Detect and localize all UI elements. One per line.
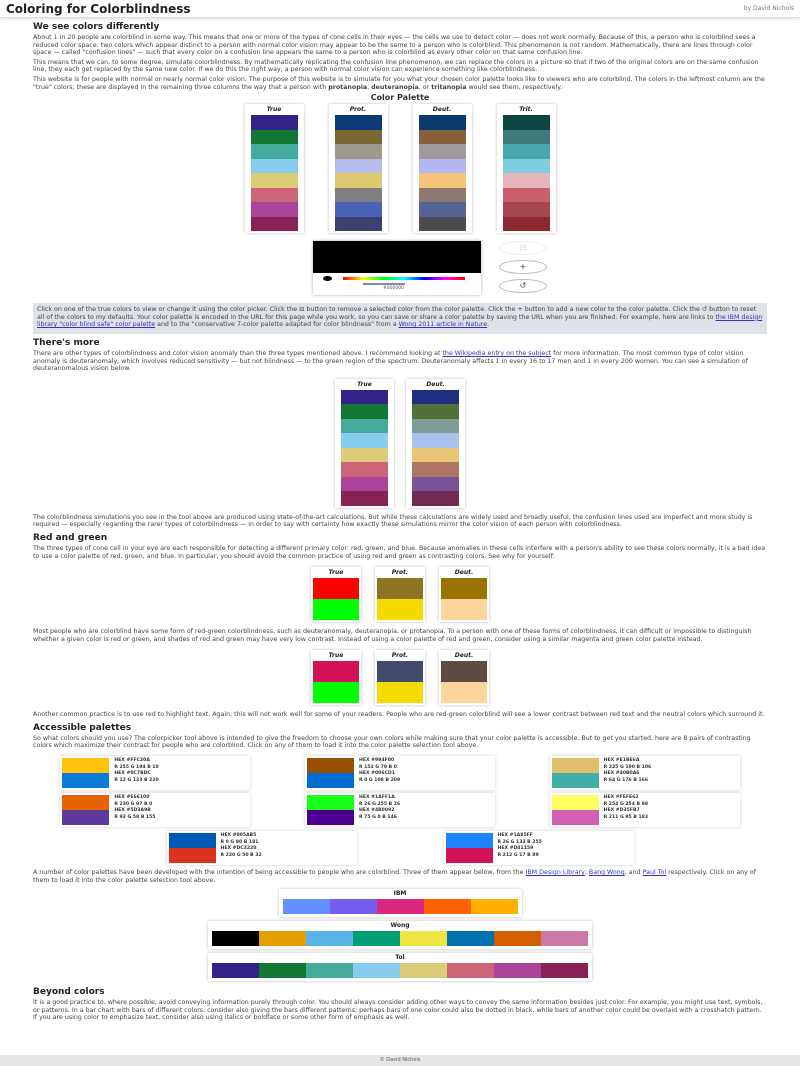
wong-link[interactable]: Bang Wong [588,869,625,877]
color-swatch [494,963,541,978]
intro-paragraph: This means that we can, to some degree, simulate colorblindness. By mathematically replicating the confusion line phenomenon, we can replace the colors in a picture so that if two of the original colors are on the same confusion line, they each get replaced by the same new color. If we do this the right way, a person with normal color vision can experience something like colorblindness. [33,58,759,74]
pair-swatches [307,758,354,788]
color-swatch [335,173,382,188]
color-swatch [283,899,330,914]
color-swatch[interactable] [251,130,298,145]
hex-value: #FEFE62 [615,795,639,801]
pair-swatches [62,795,109,825]
color-swatch [541,963,588,978]
color-preview [323,276,332,281]
color-swatch [377,661,423,682]
palette-label: Wong [390,922,410,930]
hex-value: #FFC20A [126,758,150,764]
hex-label: HEX [114,771,125,777]
minus-icon: ⊟ [519,243,527,253]
hex-value: #D41159 [509,846,534,852]
hex-value: #994F00 [371,758,395,764]
pair-values [216,833,262,863]
hex-label: HEX [358,808,370,814]
rgb-value: R 64 G 176 B 166 [603,777,649,783]
palette-label: IBM [393,890,407,898]
color-swatch [335,144,382,159]
color-swatch[interactable] [251,202,298,217]
palette-strip [212,931,588,946]
rgb-value: R 12 G 123 B 220 [114,777,159,783]
color-swatch[interactable] [313,661,359,682]
color-swatch [419,115,466,130]
section-heading-intro: We see colors differently [33,22,160,32]
color-swatch [307,773,354,788]
hex-line [359,771,400,778]
hex-value: #E1BE6A [615,758,640,764]
color-swatch [494,931,541,946]
color-swatch [412,433,459,448]
color-palette-tool [33,93,767,295]
color-pair-card[interactable] [444,831,634,865]
wong-article-link[interactable]: Wong 2011 article in Nature [398,321,488,329]
pair-swatches [307,795,354,825]
color-swatch [377,899,424,914]
palette-column [497,104,556,233]
more-paragraph: There are other types of colorblindness and color vision anomaly than the three types mentioned above. I recommend looking at the Wikipedia entry on the subject for more information. The most common type of color vision anomaly is deuteranomaly, which involves reduced sensitivity — but not blindness — to the green region of the spectrum. Deuteranomaly affects 1 in every 16 to 17 men and 1 in every 200 women. You can see a simulation of deuteranomalous vision below. [33,349,748,373]
palette-title: Color Palette [370,93,430,103]
column-label: True [357,380,372,388]
color-swatch [419,202,466,217]
color-swatch [541,931,588,946]
color-swatch [447,963,494,978]
color-swatch [377,682,423,703]
instructions-box: Click on one of the true colors to view or change it using the color picker. Click the ⊟ button to remove a selected color from the color palette. Click the + button to add a new color to the color palette. Click the ↺ button to reset all of the colors to my defaults. Your color palette is encoded in the URL for this page while you work, so you can save or share a color palette by saving the URL when you are finished. For example, here are links to the IBM design library "color blind safe" color palette and to the "conservative 7-color palette adapted for color blindness" from a Wong 2011 article in Nature. [33,303,767,334]
deuteranomaly-columns [33,379,767,508]
color-swatch [446,833,493,848]
hex-label: HEX [358,758,370,764]
saturation-area[interactable] [313,241,481,273]
rgb-value: R 26 G 133 B 255 [497,839,542,845]
hex-line [221,833,262,840]
rgb-value: R 230 G 97 B 0 [114,801,153,807]
color-swatch [412,462,459,477]
hex-line [114,808,155,815]
color-swatch[interactable] [341,462,388,477]
beyond-paragraph: It is a good practice to, where possible, avoid conveying information purely through color. You should always consider adding other ways to convey the same information besides just color. For example, you might use text, symbols, or patterns. In a bar chart with bars of different colors, consider also giving the bars different patterns; perhaps bars of one color could also be dotted in black, while bars of another color could be overlaid with a crosshatch pattern. If you are using color to emphasize text, consider also using italics or boldface or some other form of emphasis as well. [33,999,763,1022]
color-swatch [446,848,493,863]
author-link[interactable]: by David Nichols [743,5,794,12]
pair-values [109,758,158,788]
palette-column [329,104,388,233]
color-swatch [335,217,382,232]
hex-value: #DC3220 [232,846,257,852]
reset-colors-button[interactable]: ↺ [499,279,547,293]
color-swatch [419,217,466,232]
color-swatch[interactable] [341,404,388,419]
site-title[interactable]: Coloring for Colorblindness [6,1,191,16]
hex-label: HEX [220,846,232,852]
hex-label: HEX [497,846,509,852]
palette-column [413,104,472,233]
pair-values [599,795,648,825]
palette-column [311,650,361,705]
color-swatch[interactable] [251,217,298,232]
section-heading-red-green: Red and green [33,532,108,543]
hex-label: HEX [603,795,615,801]
palette-label: Tol [395,954,405,962]
color-swatch [62,810,109,825]
hex-label: HEX [603,808,615,814]
alpha-slider[interactable] [363,283,405,285]
palette-strip [283,899,518,914]
rgb-value: R 220 G 50 B 32 [220,852,262,858]
color-swatch [335,130,382,145]
rgb-value: R 26 G 255 B 26 [358,801,401,807]
color-swatch [212,963,259,978]
hex-value: #1A85FF [509,833,533,839]
color-swatch [412,448,459,463]
column-label: Trit. [519,106,533,114]
column-label: Prot. [349,106,367,114]
remove-color-button[interactable] [499,241,547,255]
color-swatch [412,477,459,492]
rgb-value: R 75 G 0 B 146 [358,814,397,820]
color-swatch [335,159,382,174]
color-swatch [307,758,354,773]
color-pair-card[interactable] [167,831,357,865]
color-swatch [377,578,423,599]
pair-values [109,795,155,825]
rgb-value: R 0 G 90 B 181 [220,839,259,845]
color-swatch [335,115,382,130]
color-swatch [503,188,550,203]
column-label: Prot. [391,652,409,660]
hex-label: HEX [603,758,615,764]
hex-value: #40B0A6 [615,771,640,777]
palette-column [406,379,465,508]
palette-column [375,650,425,705]
named-palettes [33,889,767,981]
color-swatch[interactable] [313,578,359,599]
color-swatch[interactable] [341,433,388,448]
hex-line [221,846,262,853]
color-swatch[interactable] [251,144,298,159]
pair-swatches [552,758,599,788]
accessible-paragraph: A number of color palettes have been developed with the intention of being accessible to people who are colorblind. Three of them appear below, from the IBM Design Library, Bang Wong, and Paul Tol respectively. Click on any of them to load it into the color palette selection tool above. [33,869,756,884]
color-swatch [552,810,599,825]
hex-label: HEX [220,833,232,839]
color-swatch [441,599,487,620]
hex-line [359,808,400,815]
intro-paragraph: About 1 in 20 people are colorblind in some way. This means that one or more of the types of cone cells in their eyes — the cells we use to detect color — does not work normally. Because of this, a person who is colorblind sees a reduced color space: two colors which appear distinct to a person with normal color vision may appear to be the same to a person who is colorblind. This phenomenon is not random. Mathematically, there are lines through color space — called "confusion lines" — such that every color on a confusion line appears the same to a person who is colorblind as every other color on that same confusion line. [33,34,756,57]
color-swatch [447,931,494,946]
color-swatch [419,173,466,188]
color-swatch [400,931,447,946]
color-swatch [353,931,400,946]
color-swatch [419,159,466,174]
color-swatch [307,795,354,810]
color-swatch [412,404,459,419]
hex-line [359,758,400,765]
hex-value: #0C7BDC [126,771,151,777]
hex-value: #5D3A9B [126,808,151,814]
hex-value: #D35FB7 [615,808,640,814]
color-swatch [212,931,259,946]
color-swatch [503,173,550,188]
color-swatch [441,682,487,703]
color-swatch[interactable] [251,173,298,188]
hex-label: HEX [603,771,615,777]
color-swatch [307,810,354,825]
magenta-green-comparison [33,650,767,705]
named-palette-wong[interactable] [208,921,592,949]
hex-label: HEX [358,795,370,801]
color-swatch [377,599,423,620]
color-pair-card[interactable] [305,756,495,790]
color-swatch[interactable] [341,448,388,463]
rgb-value: R 255 G 194 B 10 [114,764,159,770]
red-green-comparison [33,567,767,622]
column-label: Prot. [391,569,409,577]
column-label: True [266,106,282,114]
color-swatch [503,202,550,217]
color-swatch [412,419,459,434]
column-label: Deut. [454,652,474,660]
named-palette-tol[interactable] [208,953,592,981]
color-swatch [306,931,353,946]
color-swatch [552,795,599,810]
named-palette-ibm[interactable] [279,889,522,917]
pair-swatches [62,758,109,788]
hue-slider[interactable] [343,277,465,280]
pair-values [493,833,542,863]
palette-column [335,379,394,508]
rgb-value: R 211 G 95 B 183 [603,814,649,820]
column-label: True [328,652,344,660]
red-green-paragraph: Another common practice is to use red to highlight text. Again, this will not work well for some of your readers. People who are red-green colorblind will see a lower contrast between red text and the neutral colors which surround it. [33,711,765,719]
color-swatch [503,217,550,232]
footer: © David Nichols [0,1055,800,1066]
color-swatch [412,491,459,506]
red-green-paragraph: Most people who are colorblind have some form of red-green colorblindness, such as deuteranomaly, deuteranopia, or protanopia. To a person with one of these forms of colorblindness, it can difficult or impossible to distinguish whether a given color is red or green, and shades of red and green may have very low contrast. Instead of using a color palette of red and green, consider using a similar magenta and green color palette instead. [33,628,752,643]
palette-column [375,567,425,622]
rgb-value: R 0 G 108 B 209 [358,777,401,783]
wikipedia-link[interactable]: the Wikipedia entry on the subject [442,349,552,357]
color-pair-card[interactable] [60,793,250,827]
site-header [0,0,800,18]
hex-label: HEX [114,795,125,801]
color-swatch [503,159,550,174]
color-swatch [259,931,306,946]
palette-column [439,650,489,705]
color-swatch [419,144,466,159]
color-picker[interactable] [313,241,481,295]
color-swatch [259,963,306,978]
color-swatch [412,390,459,405]
color-swatch [419,188,466,203]
hex-label: HEX [497,833,509,839]
pair-swatches [446,833,493,863]
tol-link[interactable]: Paul Tol [642,869,667,877]
hex-value: #E66100 [126,795,150,801]
palette-columns [33,104,767,233]
color-swatch [419,130,466,145]
hex-label: HEX [114,808,125,814]
color-swatch [169,848,216,863]
color-swatch [503,144,550,159]
section-heading-beyond: Beyond colors [33,987,105,998]
color-swatch [306,963,353,978]
color-pair-card[interactable] [550,756,740,790]
rgb-value: R 93 G 58 B 155 [114,814,156,820]
color-swatch[interactable] [251,188,298,203]
hex-value: #4B0092 [371,808,395,814]
color-swatch [503,115,550,130]
rgb-value: R 254 G 254 B 98 [603,801,649,807]
color-swatch [335,188,382,203]
color-swatch [353,963,400,978]
rgb-value: R 212 G 17 B 89 [497,852,539,858]
palette-column [311,567,361,622]
hex-value: #1AFF1A [371,795,395,801]
rgb-value: R 153 G 79 B 0 [358,764,397,770]
simulation-note: The colorblindness simulations you see in the tool above are produced using state-of-the-art calculations. But while these calculations are widely used and broadly useful, the confusion lines used are imperfect and more study is required — especially regarding the rarer types of colorblindness — in order to say with certainty how exactly these simulations mirror the color vision of each person with colorblindness. [33,513,753,529]
section-heading-accessible: Accessible palettes [33,722,132,733]
column-label: True [328,569,344,577]
hex-value: #005AB5 [232,833,257,839]
color-pair-cards [33,756,767,827]
color-swatch[interactable] [251,115,298,130]
color-swatch [552,773,599,788]
color-swatch [471,899,518,914]
column-label: Deut. [432,106,452,114]
hex-line [114,795,155,802]
color-pair-card[interactable] [60,756,250,790]
pair-values [354,795,400,825]
pair-values [354,758,400,788]
color-pair-cards [123,831,677,865]
palette-column [245,104,304,233]
color-swatch [552,758,599,773]
palette-column [439,567,489,622]
color-swatch[interactable] [341,477,388,492]
color-swatch[interactable] [341,491,388,506]
color-swatch [441,578,487,599]
color-swatch[interactable] [251,159,298,174]
pair-values [599,758,652,788]
add-color-button[interactable]: + [499,260,547,274]
section-heading-more: There's more [33,337,100,348]
intro-paragraph: This website is for people with normal or nearly normal color vision. The purpose of this website is to simulate for you what your chosen color palette looks like to viewers who are colorblind. The colors in the leftmost column are the "true" colors; these are displayed in the remaining three columns the way that a person with protanopia, deuteranopia, or tritanopia would see them, respectively. [33,75,765,91]
color-swatch[interactable] [313,682,359,703]
color-swatch [62,773,109,788]
color-picker-area [93,241,767,295]
pair-swatches [169,833,216,863]
color-swatch [62,795,109,810]
ibm-link[interactable]: IBM Design Library [525,869,585,877]
color-swatch[interactable] [313,599,359,620]
hex-value: #006CD1 [371,771,395,777]
ibm-palette-link[interactable]: the IBM design library "color blind safe" color palette [37,313,763,329]
hex-label: HEX [114,758,125,764]
red-green-paragraph: The three types of cone cell in your eye are each responsible for detecting a different primary color: red, green, and blue. Because anomalies in these cells interfere with a person's ability to see these colors normally, it is a bad idea to use a color palette of red, green, and blue. In particular, you should avoid the common practice of using red and green as contrasting colors. See why for yourself: [33,544,766,560]
color-swatch [335,202,382,217]
color-swatch [424,899,471,914]
color-pair-card[interactable] [550,793,740,827]
rgb-value: R 225 G 190 B 106 [603,764,652,770]
palette-strip [212,963,588,978]
color-swatch [169,833,216,848]
column-label: Deut. [426,380,445,388]
color-swatch [503,130,550,145]
color-swatch[interactable] [341,390,388,405]
hex-label: HEX [358,771,370,777]
color-swatch [330,899,377,914]
color-pair-card[interactable] [305,793,495,827]
pair-swatches [552,795,599,825]
hex-line [359,795,400,802]
color-swatch [441,661,487,682]
hex-value[interactable]: #000000 [383,286,404,292]
color-swatch [400,963,447,978]
color-swatch [62,758,109,773]
column-label: Deut. [454,569,474,577]
accessible-paragraph: So what colors should you use? The colorpicker tool above is intended to give the freedom to choose your own colors while making sure that your color palette is accessible. But to get you started, here are 8 pairs of contrasting colors which maximize their contrast for people who are colorblind. Click on any of them to load it into the color palette selection tool above. [33,734,751,750]
color-swatch[interactable] [341,419,388,434]
